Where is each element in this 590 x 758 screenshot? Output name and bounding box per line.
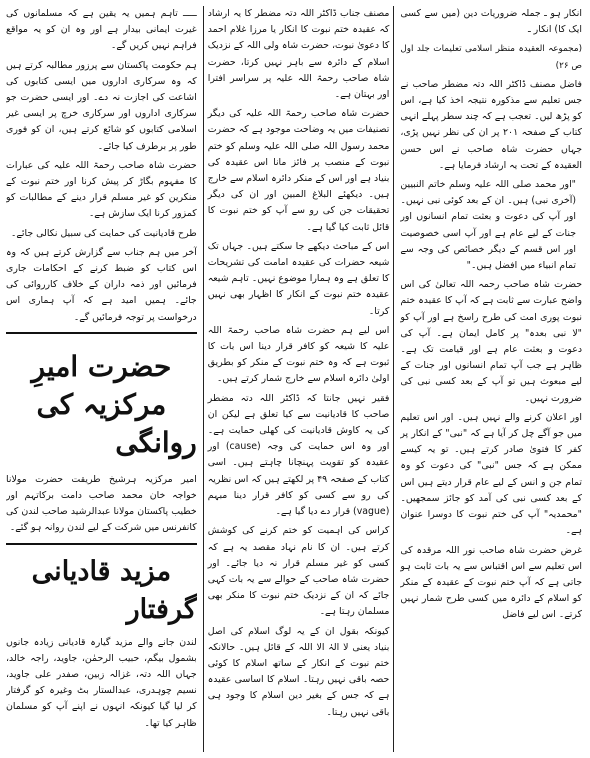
left-paragraph-4: طرح قادیانیت کی حمایت کی سبیل نکالی جائے۔ [10,227,197,239]
section-divider [6,543,197,545]
middle-paragraph-4: اس لیے ہم حضرت شاہ صاحب رحمۃ اللہ علیہ کا شیعہ کو کافر قرار دینا اس بات کا ثبوت ہے کہ وہ ختم نبوت کے منکر کو بطریق اولیٰ دائرہ اسلام سے خارج شمار کرتے ہیں۔ [207,324,390,385]
left-paragraph-1: ـــــ تاہم ہمیں یہ یقین ہے کہ مسلمانوں کی غیرت ایمانی بیدار ہے اور وہ ان کو یہ مواقع فراہم نہیں کریں گے۔ [6,8,197,52]
middle-paragraph-2: حضرت شاہ صاحب رحمۃ اللہ علیہ کی دیگر تصنیفات میں یہ وضاحت موجود ہے کہ حضرت محمد رسول اللہ صلی اللہ علیہ وسلم کو ختم نبوت کے منصب پر فائز مانا اس عقیدہ کی بنیاد ہے اور اس کے منکر دائرہ اسلام سے خارج ہیں۔ دیکھئے البلاغ المبین اور ان کی دیگر تحقیقات جن کی رو سے آپ کو ختم نبوت کا قائل ثابت کیا گیا ہے۔ [207,108,390,233]
left-column [6,6,197,752]
section-divider [6,332,197,334]
reference-note: (مجموعہ العقیدہ منظر اسلامی تعلیمات جلد اول ص ۲۶) [400,44,582,71]
middle-paragraph-5: فقیر نہیں جانتا کہ ڈاکٹر اللہ دتہ مضطر صاحب کا قادیانیت سے کیا تعلق ہے لیکن ان کی یہ کاوش قادیانیت کی کھلی حمایت ہے۔ اور وہ اس حمایت کی وجہ (cause) اور عقیدہ کو تقویت پہنچانا چاہتے ہیں۔ اسی کتاب کے صفحہ ۴۹ پر لکھتے ہیں کہ اس نظریہ کی رو سے کسی کو کافر قرار دینا مبہم (vague) قرار دے دیا گیا ہے۔ [207,392,390,518]
left-paragraph-5: آخر میں ہم جناب سے گزارش کرتے ہیں کہ وہ اس کتاب کو ضبط کرنے کے احکامات جاری فرمائیں اور ذمہ داران کے خلاف کارروائی کی جائے۔ ہمیں امید ہے کہ آپ ہماری اس درخواست پر توجہ فرمائیں گے۔ [6,246,197,323]
arrests-news-body: لندن جانے والے مزید گیارہ قادیانی زیادہ جانوں بشمول بیگم، حبیب الرحمٰن، جاوید، راجہ خالد، جہاں اللہ دتہ، غزالہ زبین، صفدر علی جاوید، نسیم چوہدری، عبدالستار بٹ وغیرہ کو گرفتار کر لیا گیا کیونکہ انہوں نے اپنے آپ کو مسلمان ظاہر کیا تھا۔ [6,636,197,729]
middle-paragraph-7: کیونکہ بقول ان کے یہ لوگ اسلام کی اصل بنیاد یعنی لا الہٰ الا اللہ کے قائل ہیں۔ حالانکہ ختم نبوت کے انکار کے ساتھ اسلام کا کوئی حصہ باقی نہیں رہتا۔ اسلام کا اساسی عقیدہ ہے کہ جس کے بغیر دین اسلام کا وجود ہی باقی نہیں رہتا۔ [207,625,390,718]
departure-news-body: امیر مرکزیہ ہرشیخ طریقت حضرت مولانا خواجہ خان محمد صاحب دامت برکاتہم اور خطیب پاکستان مولانا عبدالرشید صاحب لندن کی کانفرنس میں شرکت کے لیے لندن روانہ ہو گئے۔ [6,473,197,534]
left-paragraph-2: ہم حکومت پاکستان سے پرزور مطالبہ کرتے ہیں کہ وہ سرکاری اداروں میں ایسی کتابوں کی اشاعت کی اجازت نہ دے۔ اور ایسی حضرت جو سرکاری اداروں اور سرکاری خرچ پر ایسی غیر اسلامی کتابوں کو شائع کرتے ہیں، ان کو فوری طور پر برطرف کیا جائے۔ [6,59,197,152]
right-intro: انکار ہو ـ جملہ ضروریات دین (میں سے کسی ایک کا) انکار ـ [400,8,582,36]
right-paragraph-2: حضرت شاہ صاحب رحمہ اللہ تعالیٰ کی اس واضح عبارت سے ثابت ہے کہ آپ کا عقیدہ ختم نبوت پوری امت کی طرح راسخ ہے اور آپ کو "لا نبی بعدہ" پر کامل ایمان ہے۔ آپ کی دعوت و بعثت عام ہے اور قیامت تک ہے۔ ظاہر ہے جب آپ تمام انسانوں اور جنات کے لیے مبعوث ہیں تو آپ کے بعد کسی نبی کی ضرورت نہیں۔ [400,279,582,404]
right-paragraph-4: غرض حضرت شاہ صاحب نور اللہ مرقدہ کی اس تعلیم سے اس اقتباس سے یہ بات ثابت ہو جاتی ہے کہ آپ ختم نبوت کے عقیدہ کے منکر کو اسلام کے دائرہ میں کسی طرح شمار نہیں کرتے۔ اس لیے فاضل [400,544,582,621]
columns [6,6,584,752]
middle-column [203,6,395,752]
quoted-passage: "اور محمد صلی اللہ علیہ وسلم خاتم النبیین (آخری نبی) ہیں۔ ان کے بعد کوئی نبی نہیں۔ اور آپ کی دعوت و بعثت تمام انسانوں اور جنات کے لیے عام ہے اور آپ اسی خصوصیت اور اس قسم کے دیگر خصائص کی وجہ سے تمام انبیاء میں افضل ہیں۔" [400,179,576,272]
middle-paragraph-1: مصنف جناب ڈاکٹر اللہ دتہ مضطر کا یہ ارشاد کہ عقیدہ ختم نبوت کا انکار یا مرزا غلام احمد کا دعویٰ نبوت، حضرت شاہ ولی اللہ کے نزدیک اسلام کے دائرہ سے باہر نہیں کرتا، حضرت شاہ صاحب رحمۃ اللہ علیہ پر سراسر افترا اور بہتان ہے۔ [207,8,390,101]
middle-paragraph-6: کراس کی اہمیت کو ختم کرنے کی کوشش کرتے ہیں۔ ان کا نام نہاد مقصد یہ ہے کہ کسی کو غیر مسلم قرار نہ دیا جائے۔ اور حضرت شاہ صاحب کے حوالے سے یہ بات کہی جائے کہ ان کے نزدیک ختم نبوت کا منکر بھی مسلمان رہتا ہے۔ [207,525,390,618]
right-paragraph-1: فاضل مصنف ڈاکٹر اللہ دتہ مضطر صاحب نے جس تعلیم سے مذکورہ نتیجہ اخذ کیا ہے، اس کو پڑھ لیں۔ تعجب ہے کہ چند سطر پہلے انہی کتاب کے صفحہ ۲۰۱ پر ان کی نظر نہیں پڑی، جہاں حضرت شاہ صاحب نے اس حسن العقیدہ کے تحت یہ ارشاد فرمایا ہے۔ [400,78,582,171]
middle-paragraph-3: اس کے مباحث دیکھے جا سکتے ہیں۔ جہاں تک شیعہ حضرات کی عقیدہ امامت کی تشریحات کا تعلق ہے وہ ہمارا موضوع نہیں۔ تاہم شیعہ عقیدہ ختم نبوت کے انکار کا اظہار بھی نہیں کرتا۔ [207,240,390,317]
headline-departure: حضرت امیرِ مرکزیہ کی روانگی [31,349,197,459]
right-paragraph-3: اور اعلان کرنے والے نہیں ہیں۔ اور اس تعلیم میں جو آگے چل کر آیا ہے کہ "نبی" کے انکار پر کفر کا فتویٰ صادر کرتے ہیں۔ تو یہ کیسے ممکن ہے کہ جس "نبی" کی دعوت کو وہ تمام جن و انس کے لیے عام قرار دیتے ہیں اس کے بعد کسی نبی کی آمد کو جائز سمجھیں۔ "محمدیہ" آپ کی ختم نبوت کا دوسرا عنوان ہے۔ [400,411,582,537]
left-paragraph-3: حضرت شاہ صاحب رحمۃ اللہ علیہ کی عبارات کا مفہوم بگاڑ کر پیش کرنا اور ختم نبوت کے منکرین کو غیر مسلم قرار دینے کے مطالبات کو کمزور کرنا ایک سازش ہے۔ [6,159,197,220]
headline-arrests: مزید قادیانی گرفتار [31,555,197,625]
right-column [400,6,584,752]
